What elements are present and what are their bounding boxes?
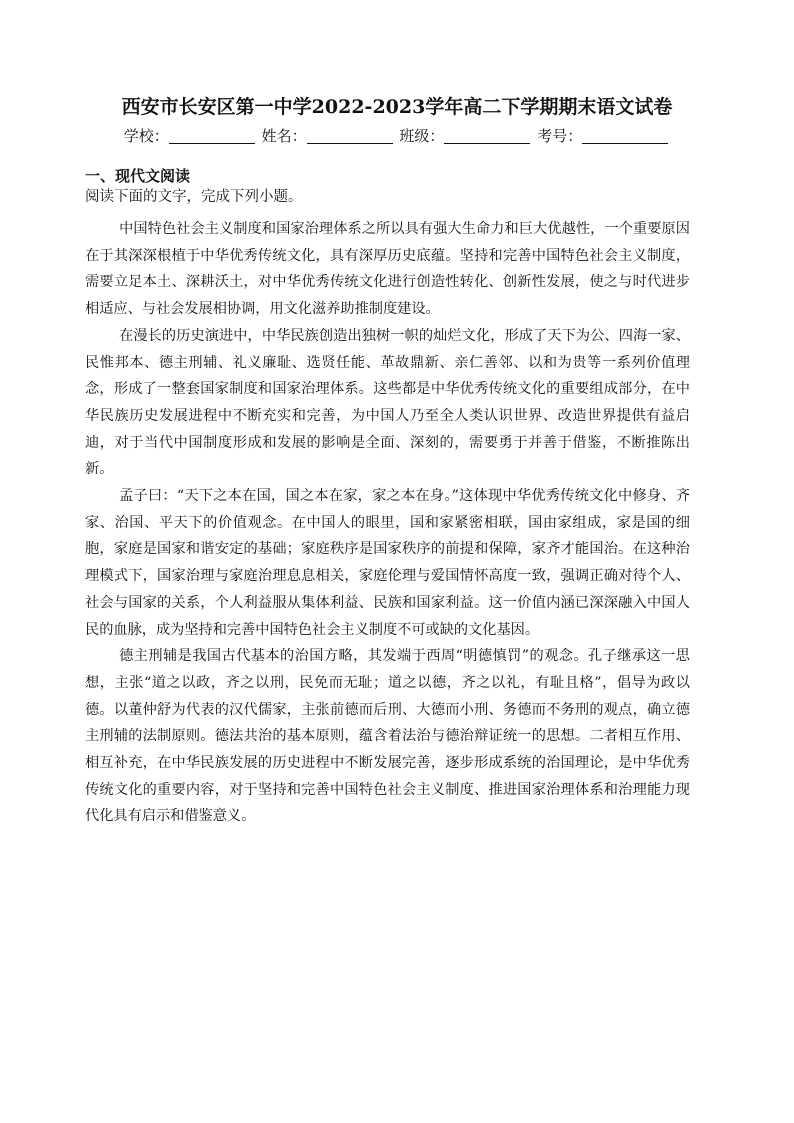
- school-label: 学校：: [123, 127, 169, 145]
- reading-instruction: 阅读下面的文字，完成下列小题。: [85, 189, 303, 205]
- name-label: 姓名：: [261, 127, 307, 145]
- student-info-line: [0, 124, 794, 148]
- school-field: [124, 124, 257, 148]
- exam-no-label: 考号：: [537, 127, 583, 145]
- passage-paragraph: 在漫长的历史演进中，中华民族创造出独树一帜的灿烂文化，形成了天下为公、四海一家、民惟邦本、德主刑辅、礼义廉耻、选贤任能、革故鼎新、亲仁善邻、以和为贵等一系列价值理念，形成了一整套国家制度和国家治理体系。这些都是中华优秀传统文化的重要组成部分，在中华民族历史发展进程中不断充实和完善，为中国人乃至全人类认识世界、改造世界提供有益启迪，对于当代中国制度形成和发展的影响是全面、深刻的，需要勇于并善于借鉴，不断推陈出新。: [85, 327, 690, 478]
- passage-paragraph: 孟子曰：“天下之本在国，国之本在家，家之本在身。”这体现中华优秀传统文化中修身、齐家、治国、平天下的价值观念。在中国人的眼里，国和家紧密相联，国由家组成，家是国的细胞，家庭是国家和谐安定的基础；家庭秩序是国家秩序的前提和保障，家齐才能国治。在这种治理模式下，国家治理与家庭治理息息相关，家庭伦理与爱国情怀高度一致，强调正确对待个人、社会与国家的关系，个人利益服从集体利益、民族和国家利益。这一价值内涵已深深融入中国人民的血脉，成为坚持和完善中国特色社会主义制度不可或缺的文化基因。: [85, 488, 690, 638]
- exam-no-field: [537, 124, 670, 148]
- section-heading: 一、现代文阅读: [85, 167, 191, 185]
- exam-no-blank: [582, 126, 668, 144]
- name-field: [262, 124, 395, 148]
- class-label: 班级：: [399, 127, 445, 145]
- page-title: 西安市长安区第一中学2022-2023学年高二下学期期末语文试卷: [121, 96, 673, 118]
- passage-paragraph: 德主刑辅是我国古代基本的治国方略，其发端于西周“明德慎罚”的观念。孔子继承这一思想，主张“道之以政，齐之以刑，民免而无耻；道之以德，齐之以礼，有耻且格”，倡导为政以德。以董仲舒为代表的汉代儒家，主张前德而后刑、大德而小刑、务德而不务刑的观点，确立德主刑辅的法制原则。德法共治的基本原则，蕴含着法治与德治辩证统一的思想。二者相互作用、相互补充，在中华民族发展的历史进程中不断发展完善，逐步形成系统的治国理论，是中华优秀传统文化的重要内容，对于坚持和完善中国特色社会主义制度、推进国家治理体系和治理能力现代化具有启示和借鉴意义。: [85, 648, 690, 825]
- reading-passage: [85, 216, 690, 830]
- school-blank: [169, 126, 255, 144]
- name-blank: [307, 126, 393, 144]
- class-blank: [444, 126, 530, 144]
- class-field: [399, 124, 532, 148]
- passage-paragraph: 中国特色社会主义制度和国家治理体系之所以具有强大生命力和巨大优越性，一个重要原因在于其深深根植于中华优秀传统文化，具有深厚历史底蕴。坚持和完善中国特色社会主义制度，需要立足本土、深耕沃土，对中华优秀传统文化进行创造性转化、创新性发展，使之与时代进步相适应、与社会发展相协调，用文化滋养助推制度建设。: [85, 221, 690, 318]
